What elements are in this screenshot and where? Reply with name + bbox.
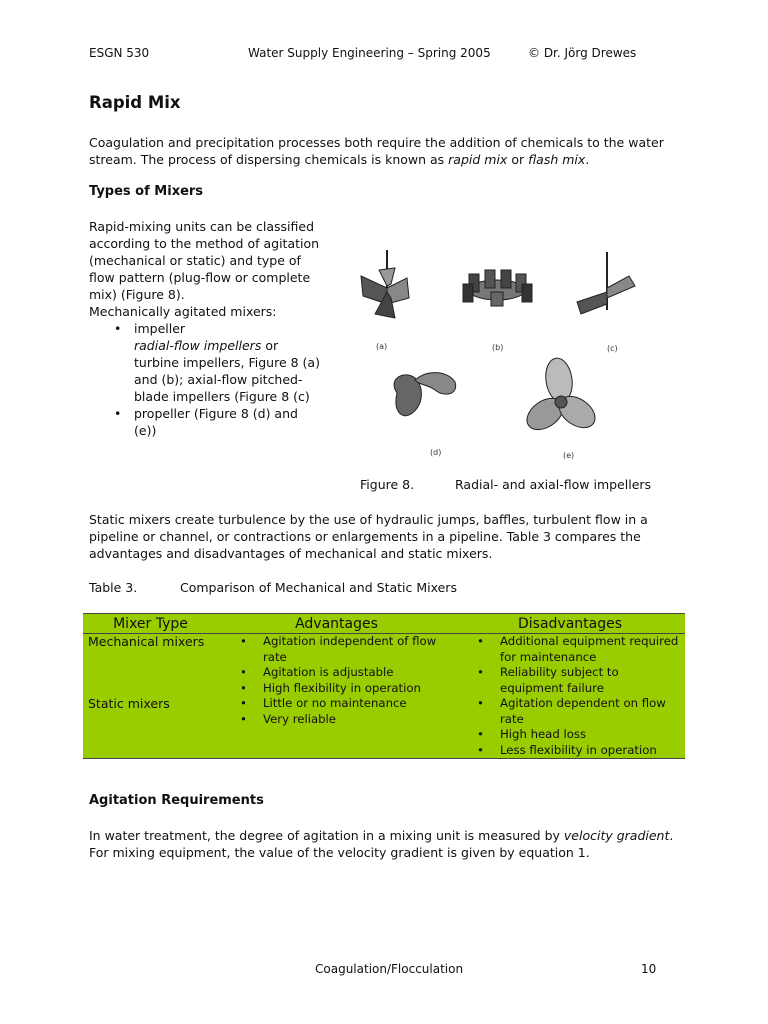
table-header: Disadvantages	[455, 614, 685, 634]
static-advantages	[218, 696, 455, 759]
disadvantages	[455, 634, 685, 759]
static-paragraph: Static mixers create turbulence by the use of hydraulic jumps, baffles, turbulent flow in a pipeline or channel, or contractions or enlargements in a pipeline. Table 3 compares the advantages and disadvantages of mechanical and static mixers.	[89, 512, 648, 561]
list-item: • Agitation is adjustable	[263, 665, 455, 681]
header-course: ESGN 530	[89, 46, 150, 60]
impeller-figure	[345, 218, 681, 470]
figure-label-d: (d)	[430, 448, 442, 457]
list-item: • Agitation independent of flow rate	[263, 634, 455, 665]
figure-label-c: (c)	[607, 344, 618, 353]
table-caption-number: Table 3.	[89, 580, 138, 595]
footer-title: Coagulation/Flocculation	[315, 962, 464, 976]
list-item: • impeller radial-flow impellers or turbine impellers, Figure 8 (a) and (b); axial-flow pitched-blade impellers (Figure 8 (c)	[134, 320, 324, 405]
list-item: • Agitation dependent on flow rate	[500, 696, 685, 727]
list-item: • Less flexibility in operation	[500, 743, 685, 759]
table-caption-text: Comparison of Mechanical and Static Mixers	[180, 580, 457, 595]
mixer-type-static: Static mixers	[88, 696, 170, 711]
figure-label-b: (b)	[492, 343, 504, 352]
figure-caption-text: Radial- and axial-flow impellers	[455, 477, 652, 492]
intro-paragraph: Coagulation and precipitation processes both require the addition of chemicals to the water stream. The process of dispersing chemicals is known as rapid mix or flash mix.	[89, 135, 664, 167]
agitation-heading: Agitation Requirements	[89, 793, 264, 808]
page-number: 10	[641, 962, 657, 976]
types-paragraph: Rapid-mixing units can be classified according to the method of agitation (mechanical or static) and type of flow pattern (plug-flow or complete mix) (Figure 8).	[89, 219, 320, 302]
mechanical-intro: Mechanically agitated mixers:	[89, 304, 277, 319]
list-item: • Additional equipment required for maintenance	[500, 634, 685, 665]
section-title: Rapid Mix	[89, 93, 181, 112]
header-title: Water Supply Engineering – Spring 2005	[248, 46, 491, 60]
list-item: • propeller (Figure 8 (d) and (e))	[134, 405, 324, 439]
list-item: • Very reliable	[263, 712, 455, 728]
mechanical-advantages	[218, 634, 455, 697]
impeller-illustration	[345, 218, 681, 470]
list-item: • Reliability subject to equipment failure	[500, 665, 685, 696]
impeller-c-graphic	[577, 252, 635, 314]
mixer-type-mechanical: Mechanical mixers	[88, 634, 205, 649]
impeller-a-graphic	[361, 250, 409, 318]
mixer-comparison-table	[83, 613, 685, 759]
figure-label-e: (e)	[563, 451, 575, 460]
list-item: • High flexibility in operation	[263, 681, 455, 697]
header-author: © Dr. Jörg Drewes	[528, 46, 637, 60]
table-header: Advantages	[218, 614, 455, 634]
figure-caption-number: Figure 8.	[360, 477, 415, 492]
figure-label-a: (a)	[376, 342, 388, 351]
list-item: • Little or no maintenance	[263, 696, 455, 712]
impeller-b-graphic	[463, 270, 532, 306]
impeller-d-graphic	[394, 373, 456, 416]
table-header: Mixer Type	[83, 614, 218, 634]
list-item: • High head loss	[500, 727, 685, 743]
mixer-list	[89, 320, 324, 439]
agitation-paragraph: In water treatment, the degree of agitation in a mixing unit is measured by velocity gradient. For mixing equipment, the value of the velocity gradient is given by equation 1.	[89, 828, 674, 860]
types-text	[89, 218, 324, 439]
impeller-e-graphic	[521, 356, 601, 436]
types-heading: Types of Mixers	[89, 184, 204, 199]
